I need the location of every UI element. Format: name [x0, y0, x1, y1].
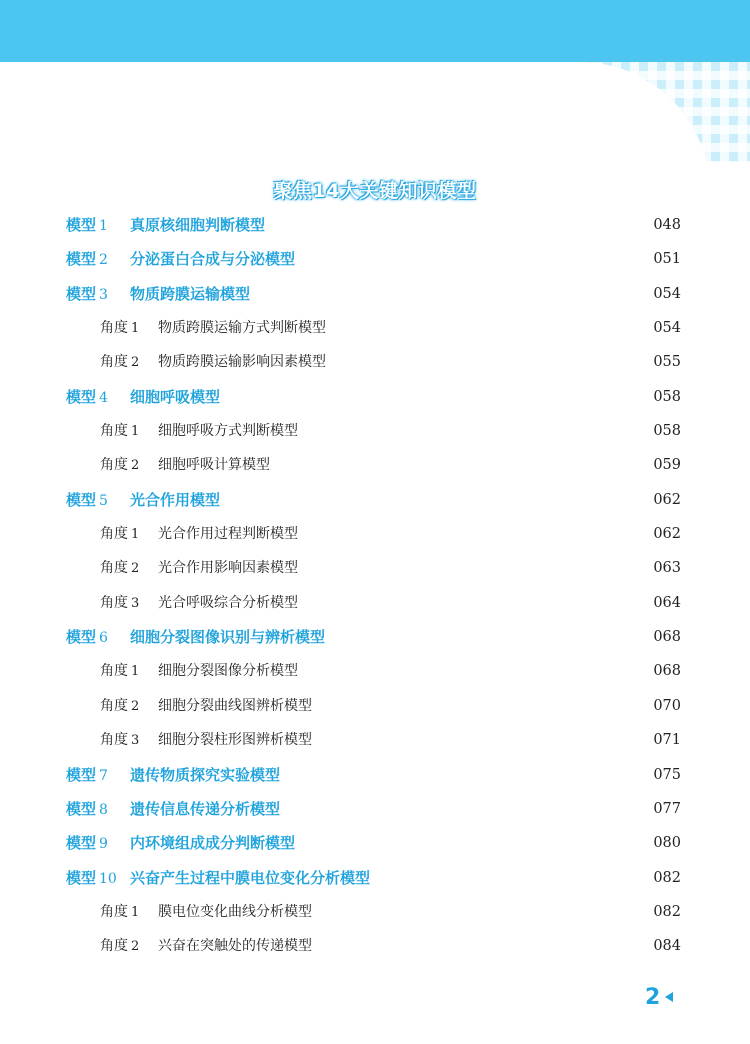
entry-label-word: 角度: [100, 320, 128, 337]
entry-title: 细胞分裂图像识别与辨析模型: [130, 628, 326, 647]
entry-page-number: 055: [653, 354, 681, 371]
entry-label-word: 模型: [66, 284, 97, 303]
toc-angle-entry[interactable]: [0, 929, 750, 963]
toc-angle-entry[interactable]: [0, 345, 750, 379]
entry-label: [100, 689, 139, 724]
section-title-text: 聚焦14大关键知识模型: [273, 179, 477, 202]
entry-label-number: 3: [99, 286, 108, 303]
entry-label: [100, 517, 139, 552]
entry-label-word: 角度: [100, 526, 128, 543]
toc-angle-entry[interactable]: [0, 311, 750, 345]
arrow-left-icon: [665, 992, 673, 1002]
entry-label-number: 1: [131, 424, 140, 440]
entry-label-word: 模型: [66, 490, 97, 509]
toc-angle-entry[interactable]: [0, 414, 750, 448]
entry-page-number: 077: [653, 800, 681, 817]
entry-page-number: 062: [653, 491, 681, 508]
entry-page-number: 082: [653, 869, 681, 886]
entry-title: 分泌蛋白合成与分泌模型: [130, 250, 296, 269]
entry-label: [100, 448, 139, 483]
entry-page-number: 068: [653, 629, 681, 646]
entry-label-word: 模型: [66, 628, 97, 647]
entry-label-word: 角度: [100, 732, 128, 749]
entry-label-word: 角度: [100, 663, 128, 680]
entry-title: 细胞呼吸方式判断模型: [158, 423, 298, 440]
entry-page-number: 051: [653, 251, 681, 268]
entry-title: 细胞分裂柱形图辨析模型: [158, 732, 312, 749]
toc-angle-entry[interactable]: [0, 586, 750, 620]
section-title: [272, 174, 478, 204]
entry-label: [66, 277, 108, 312]
entry-label-word: 角度: [100, 457, 128, 474]
entry-page-number: 070: [653, 697, 681, 714]
page-number: [645, 983, 673, 1011]
entry-label-number: 6: [99, 630, 108, 647]
entry-page-number: 075: [653, 766, 681, 783]
entry-label-word: 角度: [100, 354, 128, 371]
entry-label-word: 模型: [66, 387, 97, 406]
toc-angle-entry[interactable]: [0, 689, 750, 723]
toc-angle-entry[interactable]: [0, 895, 750, 929]
toc-model-entry[interactable]: [0, 483, 750, 517]
entry-page-number: 080: [653, 835, 681, 852]
entry-title: 物质跨膜运输模型: [130, 284, 251, 303]
entry-label-number: 2: [131, 939, 140, 955]
entry-label: [66, 208, 108, 243]
entry-label-word: 模型: [66, 834, 97, 853]
toc-angle-entry[interactable]: [0, 517, 750, 551]
toc-model-entry[interactable]: [0, 861, 750, 895]
entry-label-number: 2: [131, 698, 140, 714]
entry-page-number: 082: [653, 903, 681, 920]
entry-label: [100, 654, 139, 689]
toc-model-entry[interactable]: [0, 208, 750, 242]
entry-label-number: 1: [99, 218, 108, 234]
toc-angle-entry[interactable]: [0, 723, 750, 757]
toc-model-entry[interactable]: [0, 792, 750, 826]
entry-label: [66, 483, 108, 518]
entry-label-word: 模型: [66, 868, 97, 887]
entry-title: 遗传物质探究实验模型: [130, 765, 281, 784]
entry-label: [66, 792, 108, 827]
entry-label-number: 9: [99, 836, 108, 853]
entry-page-number: 068: [653, 663, 681, 680]
entry-title: 兴奋产生过程中膜电位变化分析模型: [130, 868, 371, 887]
entry-label-number: 1: [131, 527, 140, 543]
entry-page-number: 054: [653, 285, 681, 302]
entry-label-number: 2: [131, 561, 140, 577]
toc-angle-entry[interactable]: [0, 654, 750, 688]
entry-label: [66, 380, 108, 415]
toc-model-entry[interactable]: [0, 826, 750, 860]
entry-label-number: 10: [99, 870, 117, 887]
entry-label: [100, 414, 139, 449]
entry-label-number: 4: [99, 389, 108, 406]
entry-title: 光合作用过程判断模型: [158, 526, 298, 543]
page-number-text: 2: [645, 984, 661, 1010]
entry-label: [100, 929, 139, 964]
entry-label-number: 2: [131, 355, 140, 371]
entry-label-number: 8: [99, 801, 108, 818]
entry-title: 细胞呼吸计算模型: [158, 457, 270, 474]
toc-model-entry[interactable]: [0, 380, 750, 414]
entry-label-word: 模型: [66, 765, 97, 784]
entry-page-number: 058: [653, 388, 681, 405]
entry-label: [100, 895, 139, 930]
toc-model-entry[interactable]: [0, 277, 750, 311]
entry-label: [66, 826, 108, 861]
entry-label-word: 角度: [100, 560, 128, 577]
entry-label-number: 1: [131, 904, 140, 920]
entry-label: [66, 758, 108, 793]
entry-label-number: 1: [131, 321, 140, 337]
entry-label-number: 3: [131, 595, 140, 611]
entry-page-number: 054: [653, 320, 681, 337]
entry-title: 光合作用影响因素模型: [158, 560, 298, 577]
entry-label-number: 7: [99, 767, 108, 784]
toc-model-entry[interactable]: [0, 620, 750, 654]
entry-label: [100, 311, 139, 346]
entry-page-number: 064: [653, 594, 681, 611]
entry-page-number: 084: [653, 938, 681, 955]
table-of-contents: [0, 208, 750, 964]
toc-angle-entry[interactable]: [0, 448, 750, 482]
entry-title: 物质跨膜运输影响因素模型: [158, 354, 326, 371]
entry-label-number: 5: [99, 492, 108, 509]
entry-label: [100, 723, 139, 758]
entry-title: 物质跨膜运输方式判断模型: [158, 320, 326, 337]
entry-label-number: 3: [131, 733, 140, 749]
entry-page-number: 062: [653, 526, 681, 543]
entry-label: [100, 551, 139, 586]
entry-title: 光合呼吸综合分析模型: [158, 594, 298, 611]
entry-label-word: 模型: [66, 799, 97, 818]
entry-label-word: 角度: [100, 938, 128, 955]
entry-label: [66, 861, 117, 896]
entry-label: [66, 242, 108, 277]
entry-title: 真原核细胞判断模型: [130, 216, 266, 234]
entry-title: 兴奋在突触处的传递模型: [158, 938, 312, 955]
entry-label-number: 2: [131, 458, 140, 474]
entry-label-word: 角度: [100, 697, 128, 714]
entry-label-word: 模型: [66, 216, 97, 234]
entry-page-number: 048: [653, 217, 681, 233]
entry-label-number: 1: [131, 664, 140, 680]
entry-title: 膜电位变化曲线分析模型: [158, 903, 312, 920]
entry-title: 细胞分裂曲线图辨析模型: [158, 697, 312, 714]
entry-label-word: 角度: [100, 423, 128, 440]
entry-page-number: 059: [653, 457, 681, 474]
entry-page-number: 071: [653, 732, 681, 749]
entry-title: 细胞呼吸模型: [130, 387, 221, 406]
entry-label: [100, 345, 139, 380]
entry-label: [100, 586, 139, 621]
toc-angle-entry[interactable]: [0, 551, 750, 585]
entry-label-word: 模型: [66, 250, 97, 269]
entry-label: [66, 620, 108, 655]
entry-title: 光合作用模型: [130, 490, 221, 509]
entry-title: 内环境组成成分判断模型: [130, 834, 296, 853]
toc-model-entry[interactable]: [0, 758, 750, 792]
toc-model-entry[interactable]: [0, 242, 750, 276]
entry-title: 细胞分裂图像分析模型: [158, 663, 298, 680]
entry-label-word: 角度: [100, 903, 128, 920]
entry-page-number: 063: [653, 560, 681, 577]
entry-label-word: 角度: [100, 594, 128, 611]
entry-label-number: 2: [99, 252, 108, 269]
entry-page-number: 058: [653, 423, 681, 440]
entry-title: 遗传信息传递分析模型: [130, 799, 281, 818]
